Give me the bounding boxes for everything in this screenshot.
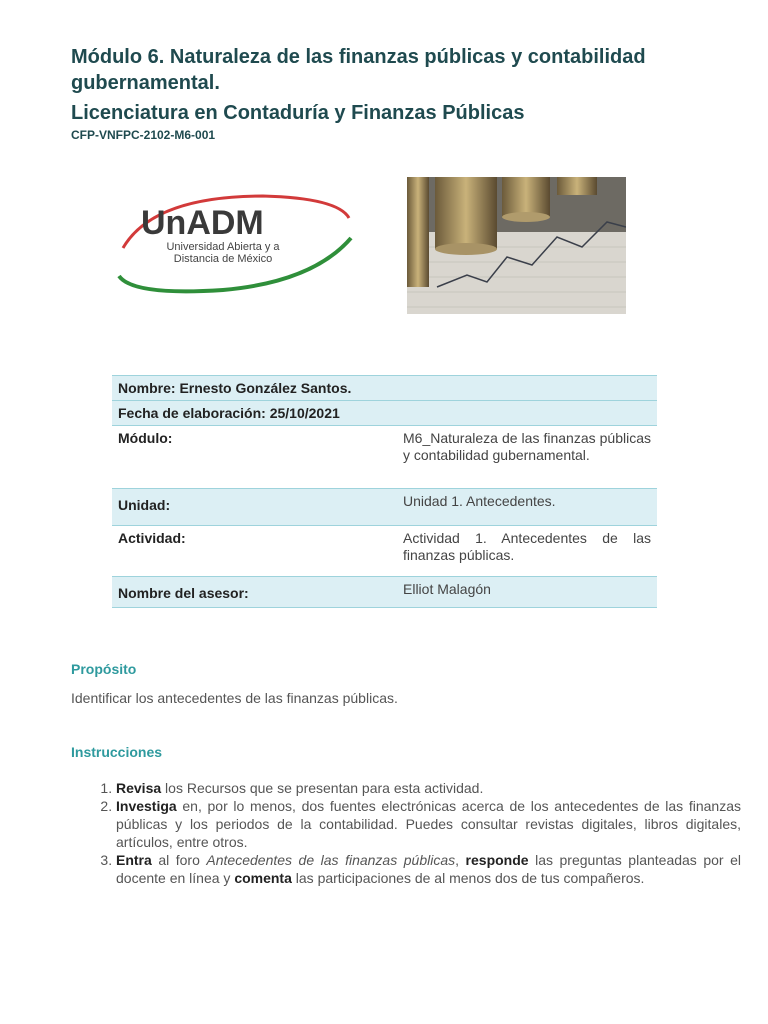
module-label: Módulo:	[112, 426, 397, 489]
list-item: 3. Entra al foro Antecedentes de las finanzas públicas, responde las preguntas planteadas por el docente en línea y comenta las participaciones de al menos dos de tus compañeros.	[116, 851, 741, 887]
activity-value: Actividad 1. Antecedentes de las finanzas públicas.	[397, 526, 657, 577]
date: Fecha de elaboración: 25/10/2021	[112, 401, 657, 426]
list-item: 2. Investiga en, por lo menos, dos fuentes electrónicas acerca de los antecedentes de las finanzas públicas y los periodos de la contabilidad. Puedes consultar revistas digitales, libros digitales, artículos, entre otros.	[116, 797, 741, 851]
activity-label: Actividad:	[112, 526, 397, 577]
logo-brand: UnADM	[141, 204, 264, 242]
course-code: CFP-VNFPC-2102-M6-001	[71, 128, 216, 142]
purpose-text: Identificar los antecedentes de las finanzas públicas.	[71, 690, 398, 706]
coins-chart-photo	[407, 177, 626, 314]
student-info-table	[112, 375, 657, 608]
table-row	[112, 401, 657, 426]
instructions-heading: Instrucciones	[71, 744, 163, 760]
table-row	[112, 426, 657, 489]
logo-line1: Universidad Abierta y a	[166, 241, 280, 253]
table-row	[112, 376, 657, 401]
unit-value: Unidad 1. Antecedentes.	[397, 489, 657, 526]
table-row	[112, 577, 657, 608]
table-row	[112, 489, 657, 526]
program-title: Licenciatura en Contaduría y Finanzas Públicas	[71, 102, 525, 124]
advisor-label: Nombre del asesor:	[112, 577, 397, 608]
logo-line2: Distancia de México	[173, 253, 273, 265]
instructions-list	[71, 779, 741, 887]
unit-label: Unidad:	[112, 489, 397, 526]
unadm-logo	[113, 178, 353, 303]
table-row	[112, 526, 657, 577]
module-title: Módulo 6. Naturaleza de las finanzas públicas y contabilidad gubernamental.	[71, 46, 646, 94]
purpose-heading: Propósito	[71, 661, 137, 677]
advisor-value: Elliot Malagón	[397, 577, 657, 608]
module-value: M6_Naturaleza de las finanzas públicas y contabilidad gubernamental.	[397, 426, 657, 489]
list-item: 1. Revisa los Recursos que se presentan para esta actividad.	[116, 779, 741, 797]
student-name: Nombre: Ernesto González Santos.	[112, 376, 657, 401]
